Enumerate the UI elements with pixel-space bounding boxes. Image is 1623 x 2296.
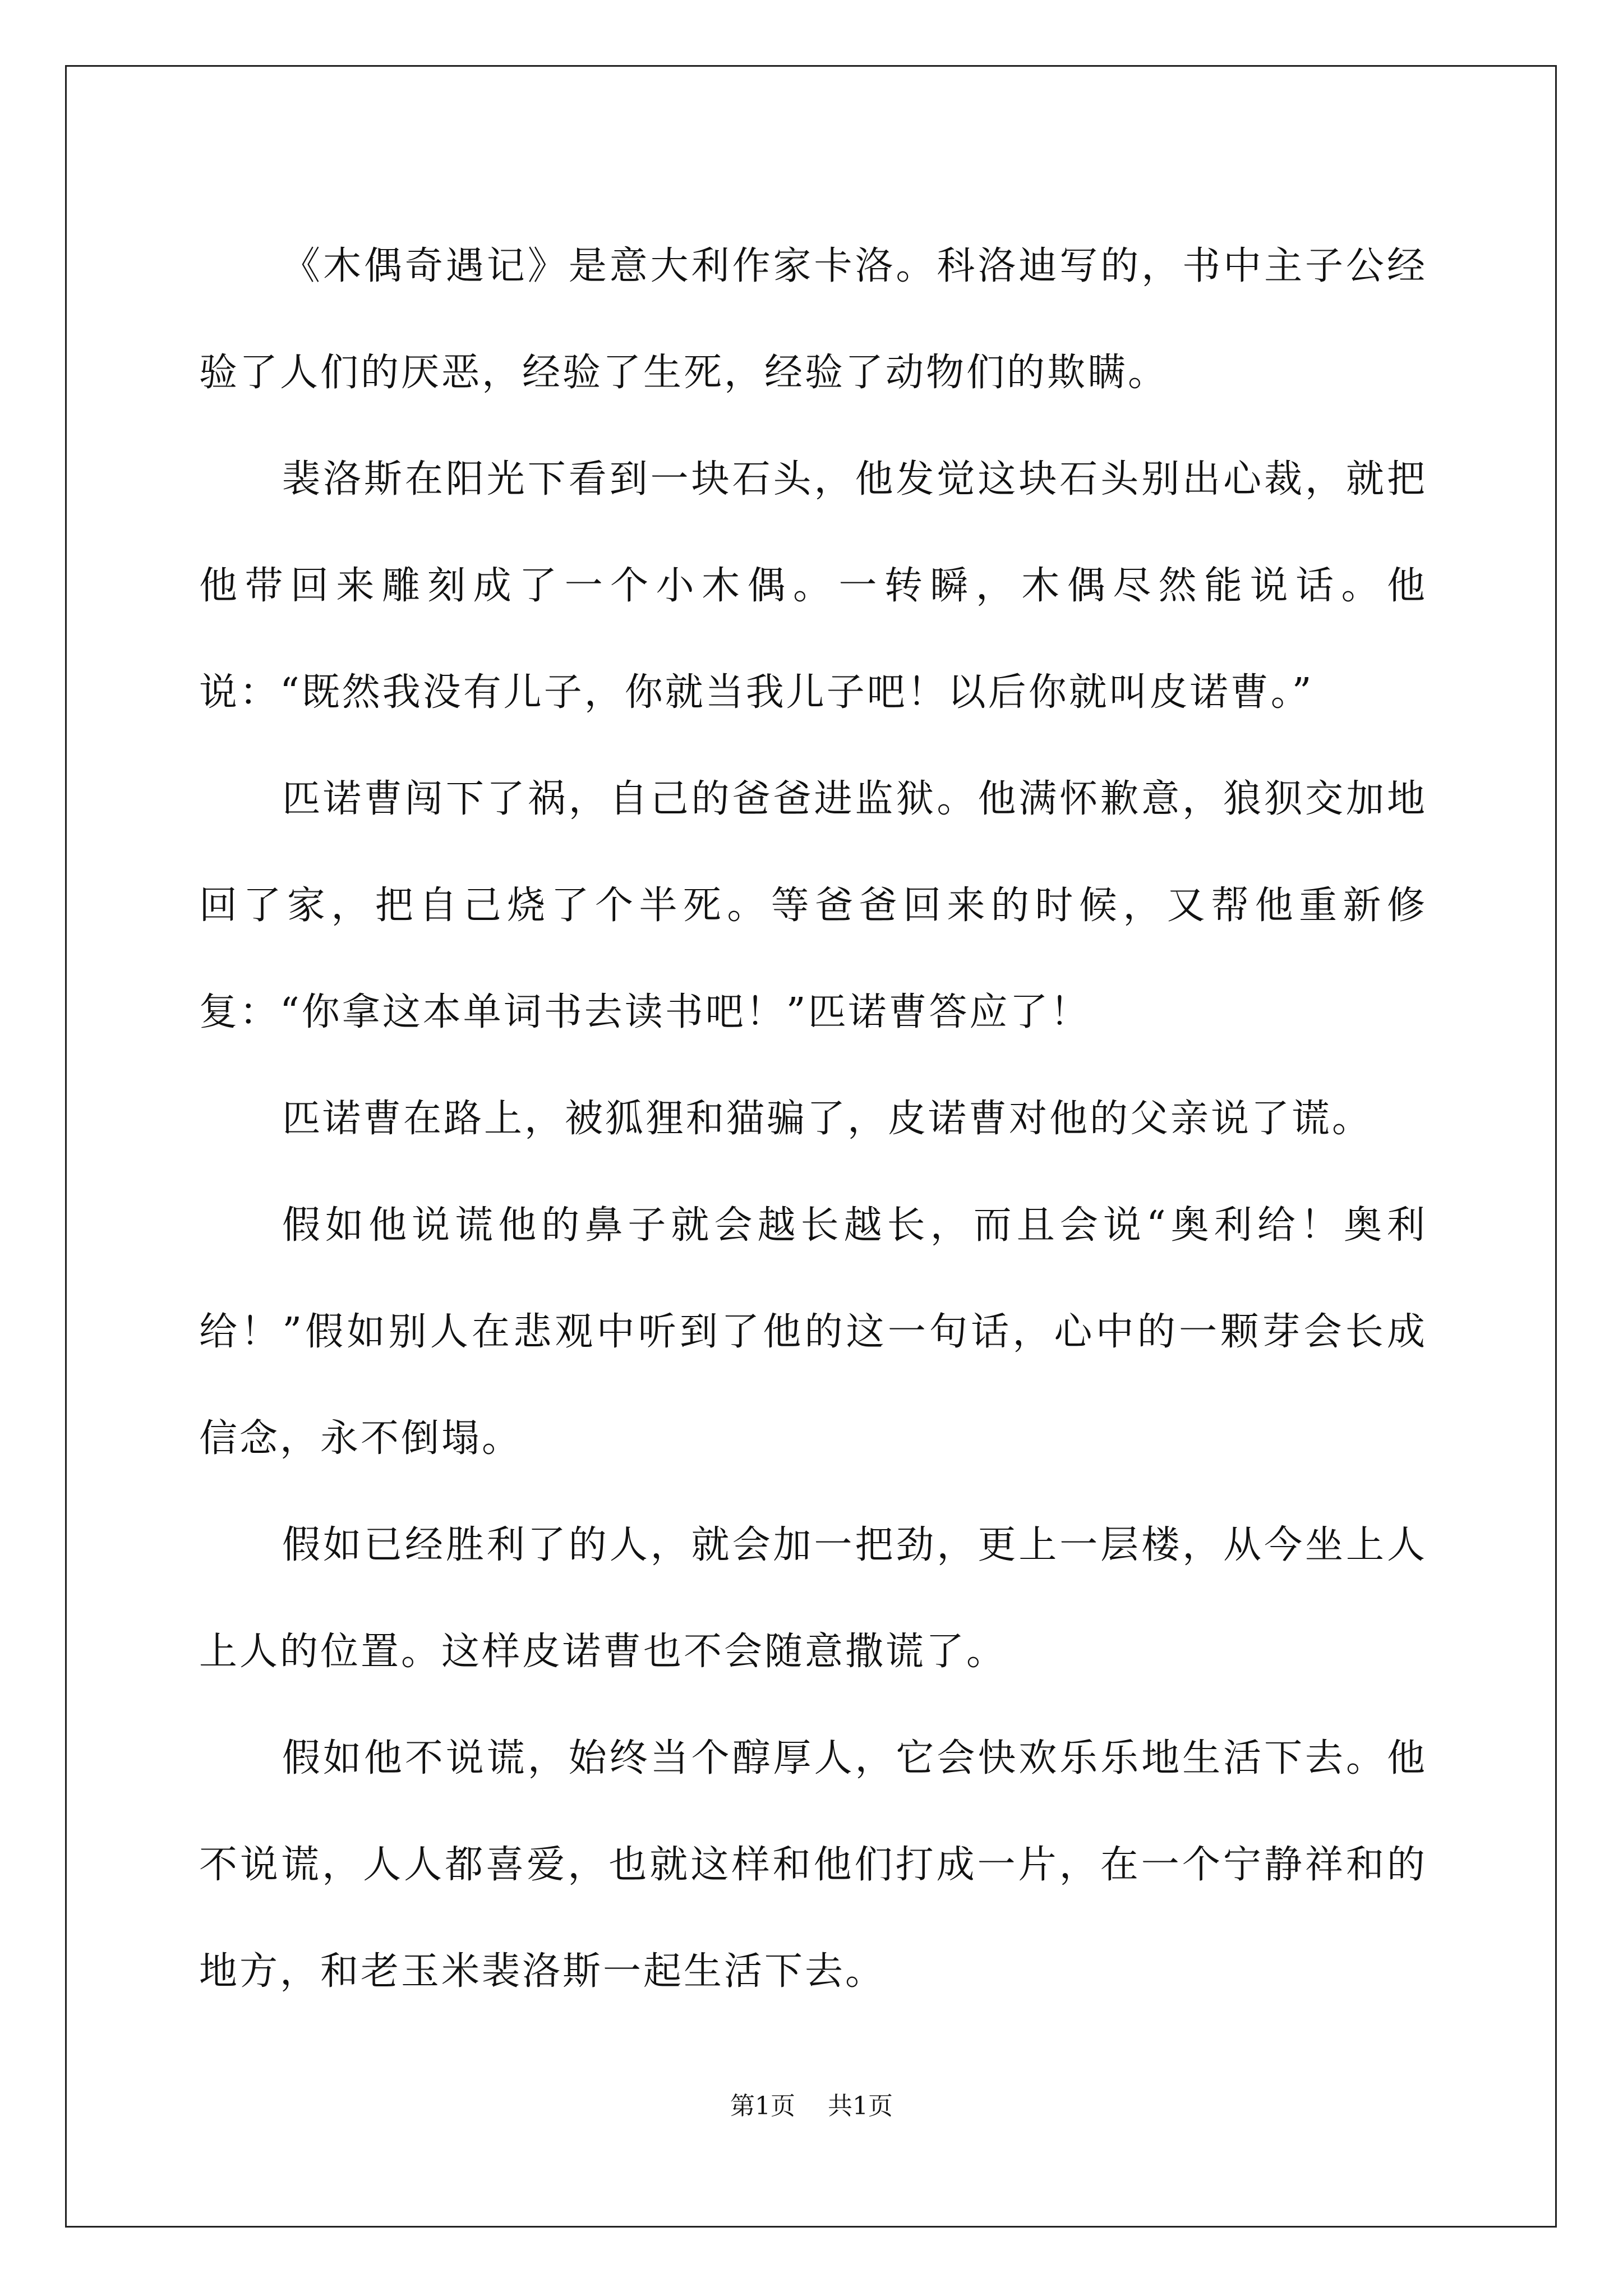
page-footer bbox=[0, 2090, 1623, 2123]
page-number: 第1页 bbox=[730, 2092, 795, 2120]
document-body bbox=[199, 213, 1427, 2025]
paragraph: 假如已经胜利了的人，就会加一把劲，更上一层楼，从今坐上人上人的位置。这样皮诺曹也不会随意撒谎了。 bbox=[199, 1523, 1427, 1674]
paragraph: 匹诺曹闯下了祸，自己的爸爸进监狱。他满怀歉意，狼狈交加地回了家，把自己烧了个半死。等爸爸回来的时候，又帮他重新修复：“你拿这本单词书去读书吧！”匹诺曹答应了！ bbox=[199, 777, 1427, 1034]
paragraph: 《木偶奇遇记》是意大利作家卡洛。科洛迪写的，书中主子公经验了人们的厌恶，经验了生死，经验了动物们的欺瞒。 bbox=[199, 244, 1427, 395]
paragraph: 假如他不说谎，始终当个醇厚人，它会快欢乐乐地生活下去。他不说谎，人人都喜爱，也就这样和他们打成一片，在一个宁静祥和的地方，和老玉米裴洛斯一起生活下去。 bbox=[199, 1736, 1427, 1994]
paragraph: 裴洛斯在阳光下看到一块石头，他发觉这块石头别出心裁，就把他带回来雕刻成了一个小木偶。一转瞬，木偶尽然能说话。他说：“既然我没有儿子，你就当我儿子吧！以后你就叫皮诺曹。” bbox=[199, 457, 1427, 715]
paragraph: 匹诺曹在路上，被狐狸和猫骗了，皮诺曹对他的父亲说了谎。 bbox=[282, 1097, 1373, 1141]
page-total: 共1页 bbox=[828, 2092, 893, 2120]
paragraph: 假如他说谎他的鼻子就会越长越长，而且会说“奥利给！奥利给！”假如别人在悲观中听到了他的这一句话，心中的一颗芽会长成信念，永不倒塌。 bbox=[199, 1203, 1427, 1461]
